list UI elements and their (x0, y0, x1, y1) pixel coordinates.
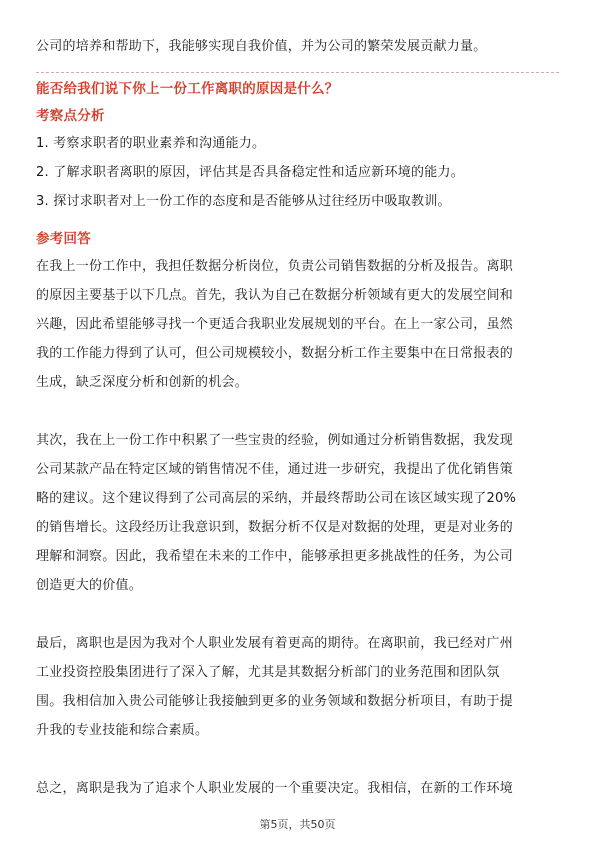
intro-line: 公司的培养和帮助下，我能够实现自我价值，并为公司的繁荣发展贡献力量。 (36, 39, 487, 54)
answer-line: 公司某款产品在特定区域的销售情况不佳，通过进一步研究，我提出了优化销售策 (36, 462, 514, 477)
analysis-heading: 考察点分析 (36, 108, 105, 124)
answer-line: 略的建议。这个建议得到了公司高层的采纳，并最终帮助公司在该区域实现了20% (36, 491, 517, 506)
answer-line: 工业投资控股集团进行了深入了解，尤其是其数据分析部门的业务范围和团队氛 (36, 665, 500, 680)
answer-line: 其次，我在上一份工作中积累了一些宝贵的经验，例如通过分析销售数据，我发现 (36, 433, 514, 448)
answer-line: 最后，离职也是因为我对个人职业发展有着更高的期待。在离职前，我已经对广州 (36, 636, 514, 651)
answer-line: 升我的专业技能和综合素质。 (36, 723, 209, 738)
answer-line: 我的工作能力得到了认可，但公司规模较小，数据分析工作主要集中在日常报表的 (36, 346, 514, 361)
answer-line: 的原因主要基于以下几点。首先，我认为自己在数据分析领域有更大的发展空间和 (36, 288, 514, 303)
question-heading: 能否给我们说下你上一份工作离职的原因是什么？ (36, 81, 339, 97)
answer-heading: 参考回答 (36, 231, 91, 247)
section-divider (36, 72, 559, 73)
answer-line: 总之，离职是我为了追求个人职业发展的一个重要决定。我相信，在新的工作环境 (36, 781, 514, 796)
answer-line: 围。我相信加入贵公司能够让我接触到更多的业务领域和数据分析项目，有助于提 (36, 694, 514, 709)
answer-line: 理解和洞察。因此，我希望在未来的工作中，能够承担更多挑战性的任务，为公司 (36, 549, 514, 564)
analysis-item: 3. 探讨求职者对上一份工作的态度和是否能够从过往经历中吸取教训。 (36, 194, 451, 209)
answer-line: 创造更大的价值。 (36, 578, 143, 593)
answer-line: 生成，缺乏深度分析和创新的机会。 (36, 375, 249, 390)
answer-line: 的销售增长。这段经历让我意识到，数据分析不仅是对数据的处理，更是对业务的 (36, 520, 514, 535)
answer-line: 在我上一份工作中，我担任数据分析岗位，负责公司销售数据的分析及报告。离职 (36, 259, 514, 274)
answer-line: 兴趣，因此希望能够寻找一个更适合我职业发展规划的平台。在上一家公司，虽然 (36, 317, 514, 332)
page-number: 第5页，共50页 (259, 818, 336, 831)
analysis-item: 2. 了解求职者离职的原因，评估其是否具备稳定性和适应新环境的能力。 (36, 165, 465, 180)
analysis-item: 1. 考察求职者的职业素养和沟通能力。 (36, 136, 266, 151)
